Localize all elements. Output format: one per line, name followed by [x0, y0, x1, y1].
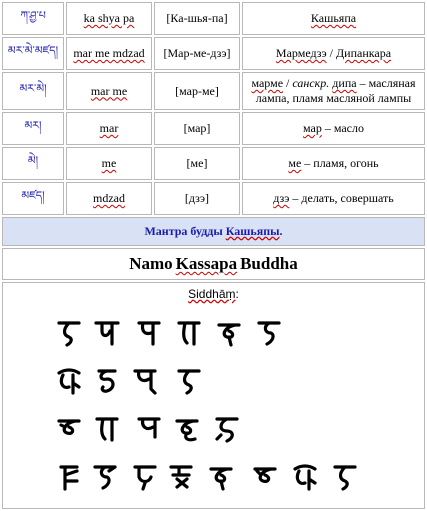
cyrillic-text: [мар]: [183, 121, 211, 135]
siddham-glyph: [55, 365, 83, 395]
siddham-glyph: [175, 365, 203, 395]
tibetan-text: མར།: [24, 119, 42, 132]
latin-text: ka shya pa: [83, 11, 135, 25]
meaning-separator: /: [283, 76, 293, 90]
cyrillic-cell: [154, 147, 240, 180]
siddham-glyph: [93, 365, 121, 395]
tibetan-text: མེ།: [27, 154, 39, 167]
cyrillic-text: [ме]: [186, 156, 208, 170]
latin-text: mdzad: [93, 191, 125, 205]
meaning-gloss: – масло: [321, 121, 364, 135]
siddham-row: [2, 282, 425, 509]
siddham-glyph: [93, 317, 121, 347]
meaning-cell: [242, 2, 425, 35]
siddham-glyph: [175, 317, 203, 347]
meaning-cell: [242, 182, 425, 215]
cyrillic-cell: [154, 37, 240, 70]
meaning-gloss: – пламя, огонь: [301, 156, 379, 170]
meaning-gloss: – делать, совершать: [289, 191, 394, 205]
siddham-glyph: [131, 461, 159, 491]
table-row: [2, 72, 425, 110]
siddham-glyph: [55, 413, 83, 443]
meaning-text: Кашьяпа: [310, 11, 357, 25]
tibetan-text: མཛད།: [21, 189, 45, 202]
siddham-glyph: [55, 461, 83, 491]
siddham-glyph: [131, 365, 159, 395]
meaning-text: ме: [288, 156, 302, 170]
siddham-glyph: [215, 317, 243, 347]
siddham-cell: [2, 282, 425, 509]
siddham-label-word: Siddhāṃ: [188, 287, 236, 301]
mantra-title-word: Namo: [129, 254, 173, 273]
mantra-caption-suffix: .: [279, 224, 283, 238]
meaning-term: дипа: [332, 76, 357, 90]
tibetan-cell: [2, 2, 64, 35]
meaning-text-alt: Дипанкара: [335, 46, 392, 60]
siddham-glyph: [135, 317, 163, 347]
siddham-glyph: [331, 461, 359, 491]
cyrillic-cell: [154, 182, 240, 215]
mantra-title-word: Kassapa: [175, 254, 238, 273]
mantra-title-word: Buddha: [240, 254, 298, 273]
tibetan-cell: [2, 147, 64, 180]
siddham-glyph: [167, 461, 195, 491]
cyrillic-cell: [154, 2, 240, 35]
meaning-abbrev: санскр.: [292, 76, 330, 90]
latin-text: mar me: [90, 83, 128, 98]
tibetan-text: མར་མེ།: [19, 81, 47, 95]
meaning-cell: [242, 72, 425, 110]
latin-cell: [66, 37, 152, 70]
table-row: [2, 182, 425, 215]
cyrillic-text: [мар-ме]: [175, 83, 219, 98]
tibetan-cell: [2, 37, 64, 70]
siddham-glyph: [213, 413, 241, 443]
caption-row: [2, 217, 425, 246]
meaning-text: дзэ: [273, 191, 290, 205]
meaning-cell: [242, 37, 425, 70]
siddham-glyph: [93, 413, 121, 443]
meaning-cell: [242, 147, 425, 180]
siddham-glyph: [135, 413, 163, 443]
tibetan-text: ཀ་ཤྱ་པ: [20, 9, 46, 22]
cyrillic-cell: [154, 112, 240, 145]
latin-cell: [66, 2, 152, 35]
tibetan-cell: [2, 182, 64, 215]
latin-text: me: [101, 156, 117, 170]
tibetan-cell: [2, 72, 64, 110]
table-row: [2, 37, 425, 70]
cyrillic-cell: [154, 72, 240, 110]
meaning-text: Мармедзэ: [275, 46, 327, 60]
latin-text: mar: [99, 121, 119, 135]
tibetan-text: མར་མེ་མཛད།: [7, 44, 59, 57]
latin-cell: [66, 112, 152, 145]
meaning-text: марме: [251, 76, 284, 90]
table-row: [2, 112, 425, 145]
cyrillic-text: [дзэ]: [184, 191, 210, 205]
meaning-text: мар: [303, 121, 322, 135]
cyrillic-text: [Мар-ме-дзэ]: [163, 46, 231, 60]
siddham-glyph: [255, 317, 283, 347]
meaning-cell: [242, 112, 425, 145]
latin-cell: [66, 147, 152, 180]
siddham-label: [6, 287, 421, 301]
siddham-glyph: [291, 461, 319, 491]
siddham-glyph: [207, 461, 235, 491]
siddham-label-colon: :: [235, 287, 239, 301]
siddham-glyph: [251, 461, 279, 491]
table-row: [2, 147, 425, 180]
title-row: [2, 248, 425, 280]
meaning-gloss: – масляная лампа, пламя масляной лампы: [255, 76, 416, 105]
siddham-glyph: [173, 413, 201, 443]
siddham-glyph: [91, 461, 119, 491]
latin-cell: [66, 72, 152, 110]
table-row: [2, 2, 425, 35]
mantra-caption-cell: [2, 217, 425, 246]
siddham-glyph: [55, 317, 83, 347]
mantra-caption-prefix: Мантра будды: [144, 224, 226, 238]
meaning-separator: /: [326, 46, 336, 60]
tibetan-cell: [2, 112, 64, 145]
mantra-title-cell: [2, 248, 425, 280]
mantra-caption-link[interactable]: Кашьяпы: [225, 224, 280, 238]
latin-text: mar me mdzad: [73, 46, 145, 60]
cyrillic-text: [Ка-шья-па]: [166, 11, 228, 25]
latin-cell: [66, 182, 152, 215]
